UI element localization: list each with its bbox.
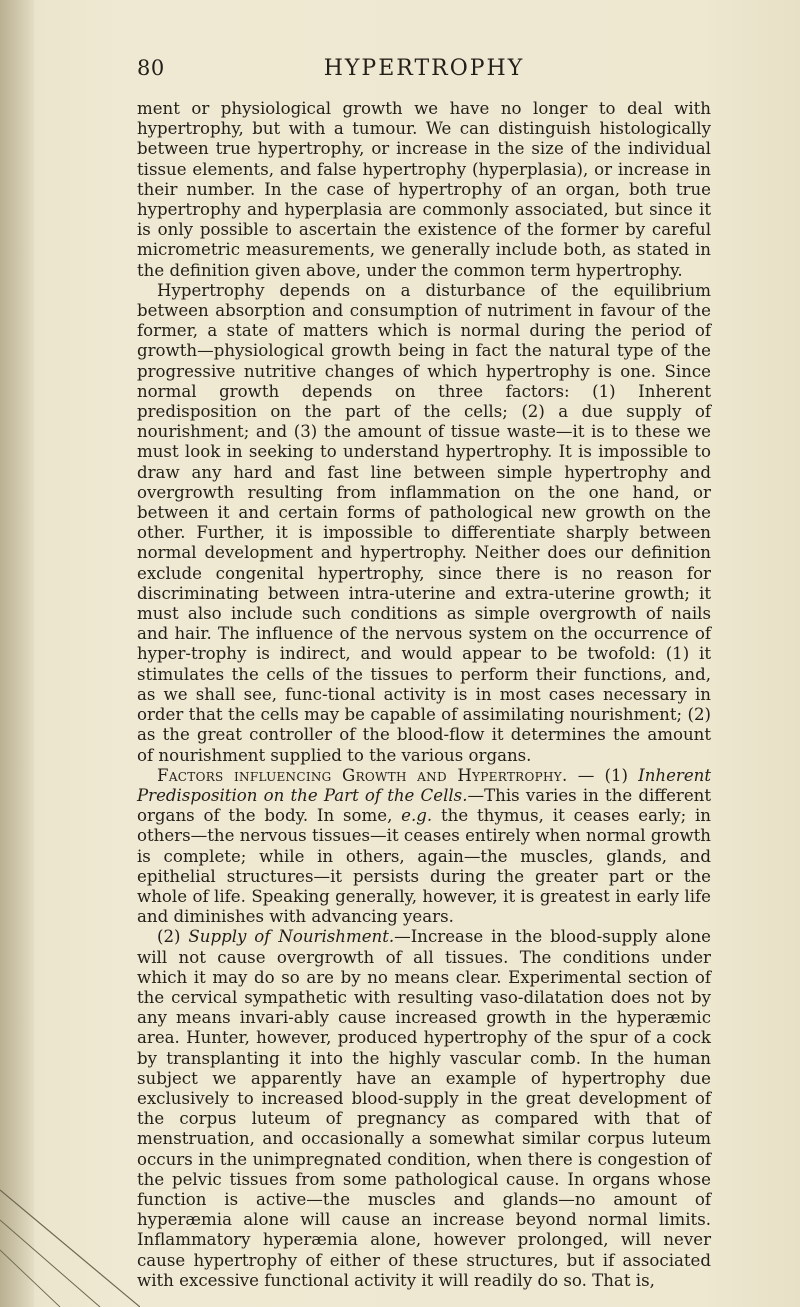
paragraph-3-text-b: the thymus, it ceases early; in others—the nervous tissues—it ceases entirely when normal growth is complete; while in others, again—the muscles, glands, and epithelial structures—it persists during the greater part or the whole of life. Speaking generally, however, it is greatest in early life and diminishes with advancing years.	[137, 806, 711, 927]
item-number-2: (2)	[157, 927, 189, 947]
page-fold-lines	[0, 1180, 140, 1307]
running-head: HYPERTROPHY	[323, 56, 525, 81]
paragraph-3	[137, 766, 711, 928]
abbreviation-eg: e.g.	[401, 806, 433, 826]
paragraph-3-text-a: —This varies in the different organs of the body. In some,	[137, 785, 712, 826]
binding-gutter-shadow	[0, 0, 34, 1307]
body-text	[137, 99, 711, 1291]
heading-dash: — (1)	[567, 765, 639, 785]
paragraph-4-text: —Increase in the blood-supply alone will not cause overgrowth of all tissues. The conditions under which it may do so are by no means clear. Experimental section of the cervical sympathetic with resulting vaso-dilatation does not by any means invari-ably cause increased growth in the hyperæmic area. Hunter, however, produced hypertrophy of the spur of a cock by transplanting it into the highly vascular comb. In the human subject we apparently have an example of hypertrophy due exclusively to increased blood-supply in the great development of the corpus luteum of pregnancy as compared with that of menstruation, and occasionally a somewhat similar corpus luteum occurs in the unimpregnated condition, when there is congestion of the pelvic tissues from some pathological cause. In organs whose function is active—the muscles and glands—no amount of hyperæmia alone will cause an increase beyond normal limits. Inflammatory hyperæmia alone, however prolonged, will never cause hypertrophy of either of these structures, but if associated with excessive functional activity it will readily do so. That is,	[137, 927, 711, 1290]
page-number: 80	[137, 56, 165, 80]
paragraph-2: Hypertrophy depends on a disturbance of the equilibrium between absorption and consumption of nutriment in favour of the former, a state of matters which is normal during the period of growth—physiological growth being in fact the natural type of the progressive nutritive changes of which hypertrophy is one. Since normal growth depends on three factors: (1) Inherent predisposition on the part of the cells; (2) a due supply of nourishment; and (3) the amount of tissue waste—it is to these we must look in seeking to understand hypertrophy. It is impossible to draw any hard and fast line between simple hypertrophy and overgrowth resulting from inflammation on the one hand, or between it and certain forms of pathological new growth on the other. Further, it is impossible to differentiate sharply between normal development and hypertrophy. Neither does our definition exclude congenital hypertrophy, since there is no reason for discriminating between intra-uterine and extra-uterine growth; it must also include such conditions as simple overgrowth of nails and hair. The influence of the nervous system on the occurrence of hyper-trophy is indirect, and would appear to be twofold: (1) it stimulates the cells of the tissues to perform their functions, and, as we shall see, func-tional activity is in most cases necessary in order that the cells may be capable of assimilating nourishment; (2) as the great controller of the blood-flow it determines the amount of nourishment supplied to the various organs.	[137, 280, 711, 765]
subsection-title-predisposition: Inherent Predisposition on the Part of the Cells.	[137, 765, 711, 805]
subsection-title-nourishment: Supply of Nourishment.	[188, 927, 395, 947]
paragraph-1: ment or physiological growth we have no longer to deal with hypertrophy, but with a tumour. We can distinguish histologically between true hypertrophy, or increase in the size of the individual tissue elements, and false hypertrophy (hyperplasia), or increase in their number. In the case of hypertrophy of an organ, both true hypertrophy and hyperplasia are commonly associated, but since it is only possible to ascertain the existence of the former by careful micrometric measurements, we generally include both, as stated in the definition given above, under the common term hypertrophy.	[137, 99, 711, 280]
page-header	[137, 56, 711, 84]
paragraph-4	[137, 927, 711, 1291]
section-heading: Factors influencing Growth and Hypertrophy.	[157, 765, 568, 785]
